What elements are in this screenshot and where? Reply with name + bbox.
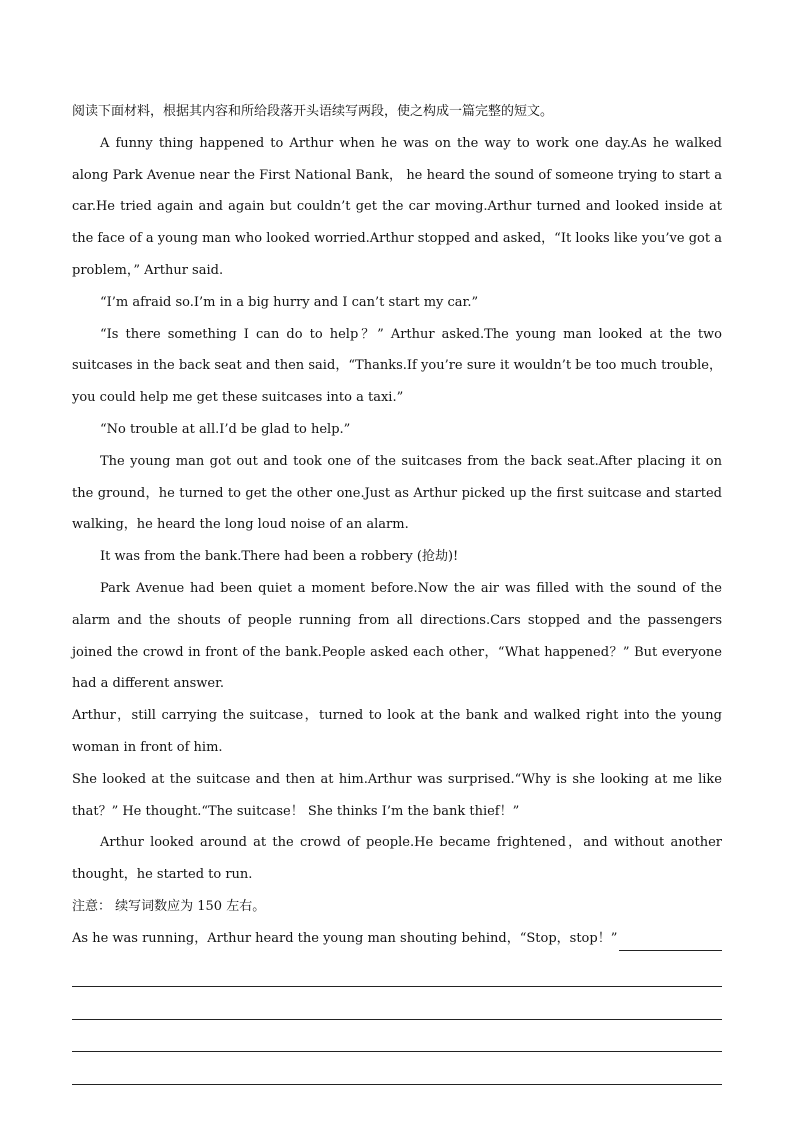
paragraph-8: Arthur，still carrying the suitcase，turned to look at the bank and walked right into the young woman in front of him. bbox=[72, 708, 722, 755]
paragraph-7: Park Avenue had been quiet a moment before.Now the air was filled with the sound of the alarm and the shouts of people running from all directions.Cars stopped and the passengers joined the crowd in front of the bank.People asked each other，“What happened？” But everyone had a different answer. bbox=[72, 580, 722, 692]
paragraph-10: Arthur looked around at the crowd of people.He became frightened，and without another thought，he started to run. bbox=[72, 835, 722, 883]
instruction-text: 阅读下面材料，根据其内容和所给段落开头语续写两段，使之构成一篇完整的短文。 bbox=[72, 104, 554, 119]
paragraph-2: “I’m afraid so.I’m in a big hurry and I can’t start my car.” bbox=[100, 294, 479, 310]
answer-line[interactable] bbox=[72, 987, 722, 1020]
answer-line[interactable] bbox=[72, 1052, 722, 1085]
continuation-start-text: As he was running，Arthur heard the young man shouting behind，“Stop，stop！” bbox=[72, 930, 618, 946]
paragraph-4: “No trouble at all.I’d be glad to help.” bbox=[100, 421, 351, 437]
document-page bbox=[72, 96, 722, 1085]
paragraph-3: “Is there something I can do to help？” Arthur asked.The young man looked at the two suitcases in the back seat and then said，“Thanks.If you’re sure it wouldn’t be too much trouble，you could help me get these suitcases into a taxi.” bbox=[72, 326, 722, 406]
word-count-note: 注意： 续写词数应为 150 左右。 bbox=[72, 898, 266, 914]
paragraph-1: A funny thing happened to Arthur when he was on the way to work one day.As he walked along Park Avenue near the First National Bank， he heard the sound of someone trying to start a car.He tried again and again but couldn’t get the car moving.Arthur turned and looked inside at the face of a young man who looked worried.Arthur stopped and asked，“It looks like you’ve got a problem，” Arthur said. bbox=[72, 135, 722, 278]
answer-line[interactable] bbox=[72, 955, 722, 988]
paragraph-9: She looked at the suitcase and then at him.Arthur was surprised.“Why is she looking at me like that？” He thought.“The suitcase！ She thinks I’m the bank thief！” bbox=[72, 771, 722, 819]
continuation-first-line bbox=[72, 923, 722, 955]
paragraph-6: It was from the bank.There had been a robbery (抢劫)! bbox=[100, 549, 459, 565]
answer-blank[interactable] bbox=[619, 928, 722, 951]
paragraph-5: The young man got out and took one of the suitcases from the back seat.After placing it on the ground，he turned to get the other one.Just as Arthur picked up the first suitcase and started walking，he heard the long loud noise of an alarm. bbox=[72, 453, 722, 533]
answer-line[interactable] bbox=[72, 1020, 722, 1053]
